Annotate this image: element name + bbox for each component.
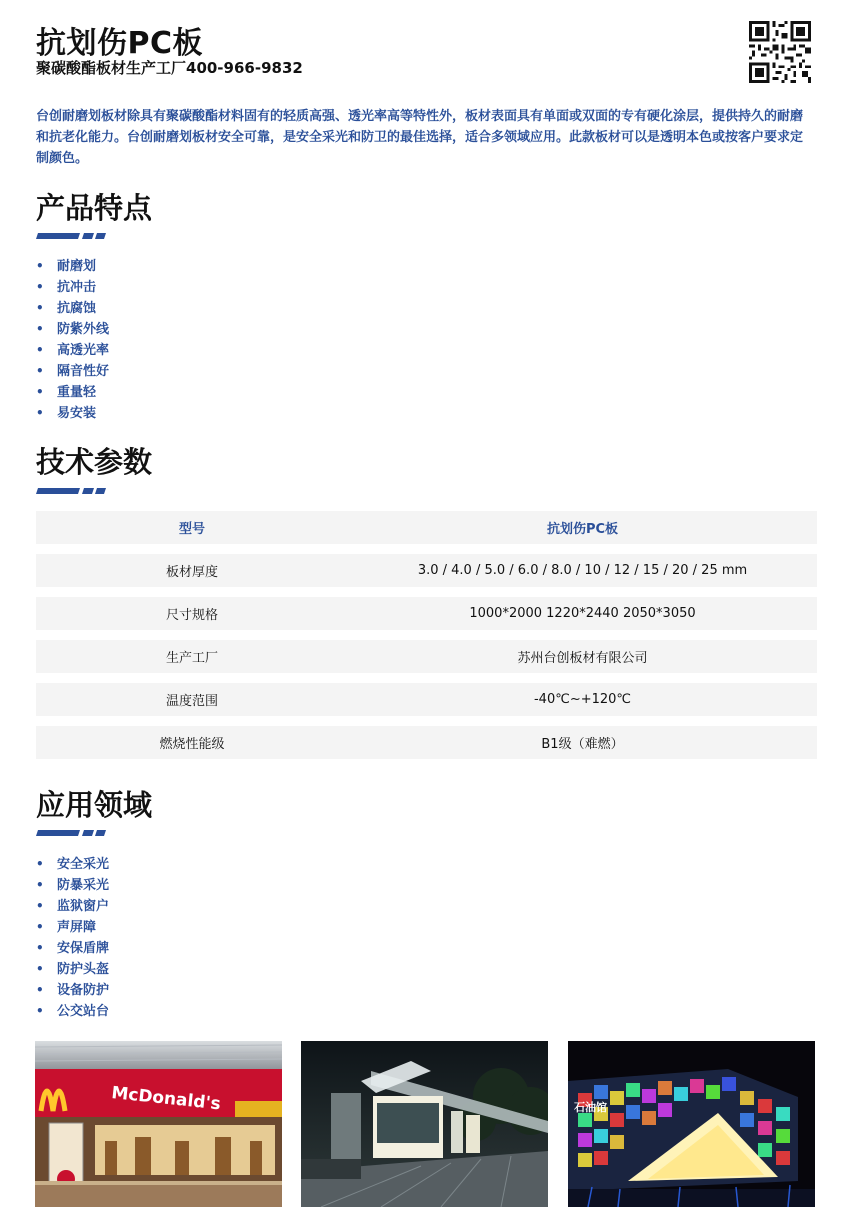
photo-restaurant xyxy=(35,1041,282,1207)
list-item-label: 隔音性好 xyxy=(57,364,110,379)
list-item xyxy=(36,361,109,382)
features-title: 产品特点 xyxy=(36,191,153,225)
spec-header-model: 型号 xyxy=(178,522,205,537)
spec-table xyxy=(36,511,817,769)
list-item-label: 易安装 xyxy=(57,406,97,421)
spec-value: 苏州台创板材有限公司 xyxy=(517,651,648,666)
bullet-icon: • xyxy=(36,962,44,976)
photo-sign-text: McDonald's xyxy=(110,1083,222,1115)
list-item xyxy=(36,298,109,319)
bullet-icon: • xyxy=(36,920,44,934)
bullet-icon: • xyxy=(36,983,44,997)
photo-bus-stop xyxy=(301,1041,548,1207)
spec-value: -40℃~+120℃ xyxy=(533,692,632,707)
features-list xyxy=(36,256,109,424)
list-item-label: 安全采光 xyxy=(57,857,110,872)
bullet-icon: • xyxy=(36,857,44,871)
page-title: 抗划伤PC板 xyxy=(36,26,204,61)
bullet-icon: • xyxy=(36,364,44,378)
table-row xyxy=(36,640,817,673)
list-item xyxy=(36,938,109,959)
list-item xyxy=(36,382,109,403)
spec-label: 生产工厂 xyxy=(165,651,218,666)
page-subtitle: 聚碳酸酯板材生产工厂400-966-9832 xyxy=(36,59,303,77)
bullet-icon: • xyxy=(36,941,44,955)
table-row xyxy=(36,683,817,716)
list-item-label: 高透光率 xyxy=(57,343,110,358)
spec-label: 板材厚度 xyxy=(165,565,218,580)
list-item xyxy=(36,980,109,1001)
list-item xyxy=(36,403,109,424)
list-item xyxy=(36,896,109,917)
photo-led-building xyxy=(568,1041,815,1207)
list-item xyxy=(36,959,109,980)
bullet-icon: • xyxy=(36,878,44,892)
list-item-label: 安保盾牌 xyxy=(57,941,110,956)
bullet-icon: • xyxy=(36,1004,44,1018)
list-item xyxy=(36,854,109,875)
spec-value: 1000*2000 1220*2440 2050*3050 xyxy=(469,606,696,621)
list-item-label: 防护头盔 xyxy=(57,962,110,977)
bullet-icon: • xyxy=(36,406,44,420)
list-item-label: 防暴采光 xyxy=(57,878,110,893)
bullet-icon: • xyxy=(36,343,44,357)
bullet-icon: • xyxy=(36,259,44,273)
list-item xyxy=(36,319,109,340)
bullet-icon: • xyxy=(36,385,44,399)
specs-title: 技术参数 xyxy=(36,445,153,479)
spec-value: B1级（难燃） xyxy=(541,737,624,752)
section-underline-icon xyxy=(36,233,106,239)
spec-value: 3.0 / 4.0 / 5.0 / 6.0 / 8.0 / 10 / 12 / 15 / 20 / 25 mm xyxy=(417,563,748,578)
list-item xyxy=(36,256,109,277)
bullet-icon: • xyxy=(36,899,44,913)
table-row xyxy=(36,726,817,759)
section-underline-icon xyxy=(36,488,106,494)
qr-code-icon xyxy=(749,21,811,83)
photo-sign-text: 石油馆 xyxy=(574,1101,607,1114)
list-item-label: 防紫外线 xyxy=(57,322,110,337)
list-item-label: 设备防护 xyxy=(57,983,110,998)
spec-header-product: 抗划伤PC板 xyxy=(546,522,619,537)
list-item-label: 抗腐蚀 xyxy=(57,301,97,316)
bullet-icon: • xyxy=(36,301,44,315)
list-item-label: 重量轻 xyxy=(57,385,97,400)
applications-list xyxy=(36,854,109,1022)
list-item xyxy=(36,1001,109,1022)
table-row xyxy=(36,554,817,587)
intro-paragraph: 台创耐磨划板材除具有聚碳酸酯材料固有的轻质高强、透光率高等特性外，板材表面具有单面或双面的专有硬化涂层，提供持久的耐磨和抗老化能力。台创耐磨划板材安全可靠，是安全采光和防卫的最佳选择，适合多领域应用。此款板材可以是透明本色或按客户要求定制颜色。 xyxy=(36,109,804,166)
list-item-label: 监狱窗户 xyxy=(57,899,110,914)
bullet-icon: • xyxy=(36,322,44,336)
spec-label: 尺寸规格 xyxy=(165,608,218,623)
applications-title: 应用领域 xyxy=(36,788,153,822)
list-item-label: 抗冲击 xyxy=(57,280,97,295)
spec-table-header xyxy=(36,511,817,544)
list-item xyxy=(36,917,109,938)
list-item xyxy=(36,340,109,361)
list-item-label: 耐磨划 xyxy=(57,259,97,274)
list-item xyxy=(36,875,109,896)
list-item-label: 公交站台 xyxy=(57,1004,110,1019)
section-underline-icon xyxy=(36,830,106,836)
spec-label: 温度范围 xyxy=(165,694,218,709)
bullet-icon: • xyxy=(36,280,44,294)
spec-label: 燃烧性能级 xyxy=(159,737,225,752)
list-item xyxy=(36,277,109,298)
list-item-label: 声屏障 xyxy=(57,920,97,935)
table-row xyxy=(36,597,817,630)
